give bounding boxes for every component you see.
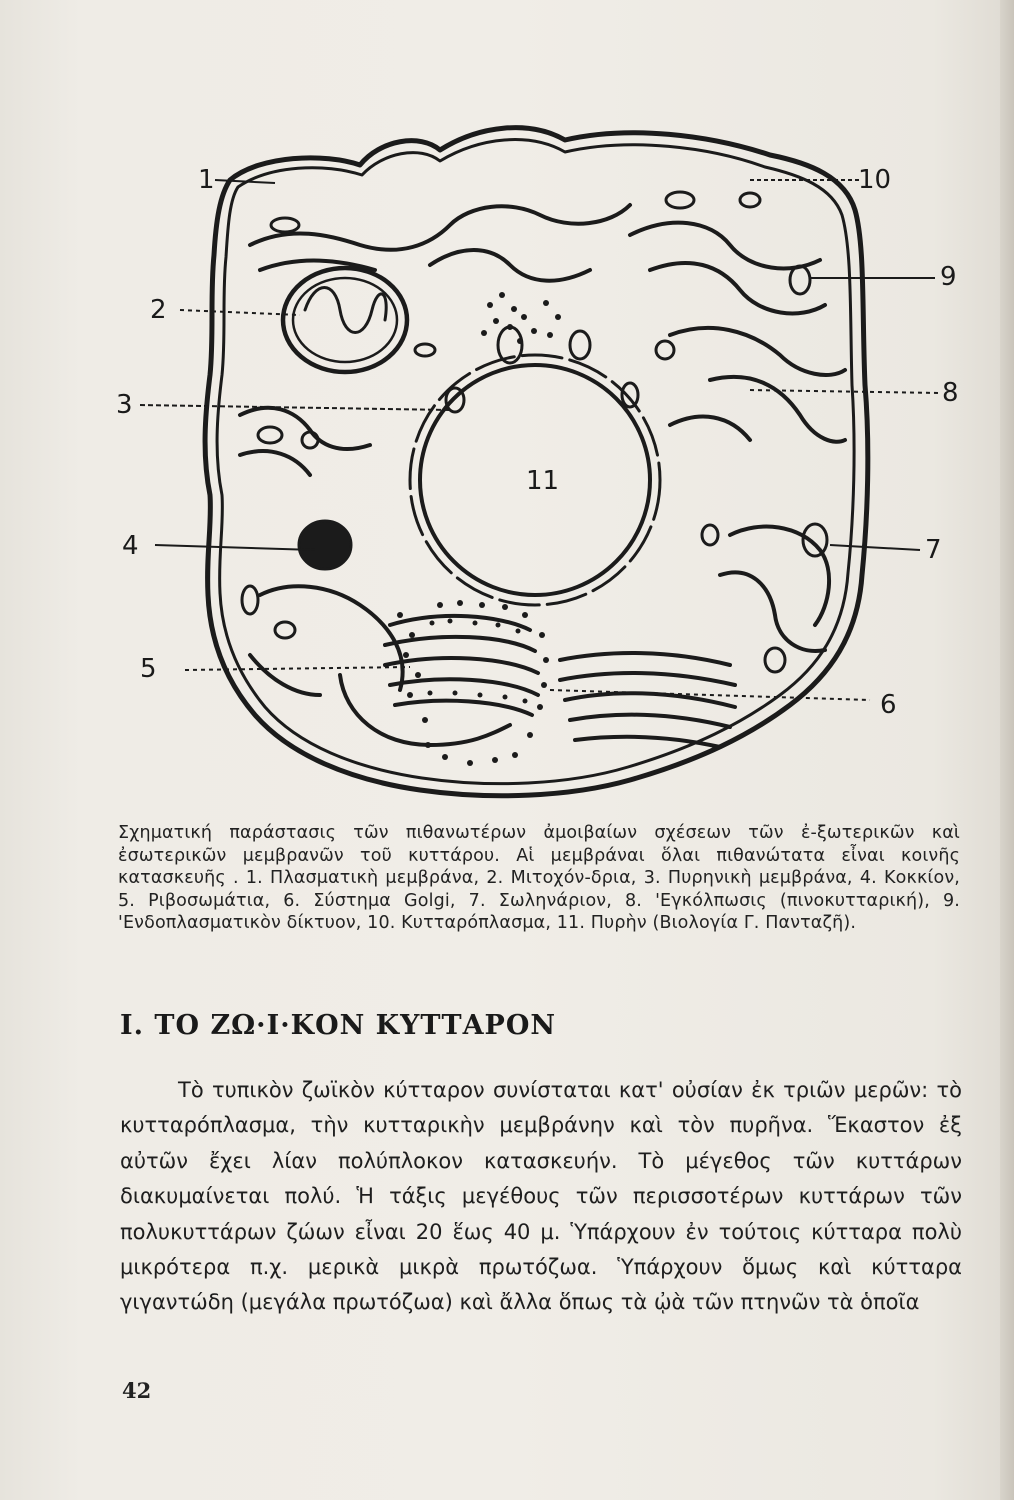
- label-11: 11: [526, 466, 560, 496]
- endoplasmic-reticulum: [250, 205, 630, 250]
- page-edge: [1000, 0, 1014, 1500]
- label-8: 8: [942, 378, 959, 408]
- mitochondrion: [283, 268, 407, 372]
- label-1: 1: [198, 165, 215, 195]
- section-heading: Ι. ΤΟ ΖΩ·Ι·ΚΟΝ ΚΥΤΤΑΡΟΝ: [120, 1010, 557, 1041]
- body-paragraph: [120, 1073, 962, 1321]
- label-7: 7: [925, 535, 942, 565]
- label-5: 5: [140, 654, 157, 684]
- figure-caption: Σχηματική παράστασις τῶν πιθανωτέρων ἀμοιβαίων σχέσεων τῶν ἐ-ξωτερικῶν καὶ ἐσωτερικῶν μεμβρανῶν τοῦ κυττάρου. Αἱ μεμβράναι ὅλαι πιθανώτατα εἶναι κοινῆς κατασκευῆς . 1. Πλασματικὴ μεμβράνα, 2. Μιτοχόν-δρια, 3. Πυρηνικὴ μεμβράνα, 4. Κοκκίον, 5. Ριβοσωμάτια, 6. Σύστημα Golgi, 7. Σωληνάριον, 8. 'Εγκόλπωσις (πινοκυτταρική), 9. 'Ενδοπλασματικὸν δίκτυον, 10. Κυτταρόπλασμα, 11. Πυρὴν (Βιολογία Γ. Πανταζῆ).: [118, 823, 960, 933]
- label-3: 3: [116, 390, 133, 420]
- cell-diagram: [110, 95, 970, 815]
- label-2: 2: [150, 295, 167, 325]
- cell-diagram-figure: [110, 95, 970, 815]
- golgi-apparatus: [560, 653, 735, 747]
- page-number: 42: [122, 1378, 152, 1403]
- label-6: 6: [880, 690, 897, 720]
- label-4: 4: [122, 531, 139, 561]
- label-10: 10: [858, 165, 892, 195]
- body-text: Τὸ τυπικὸν ζωϊκὸν κύτταρον συνίσταται κατ' οὐσίαν ἐκ τριῶν μερῶν: τὸ κυτταρόπλασμα, τὴν κυτταρικὴν μεμβράνην καὶ τὸν πυρῆνα. Ἕκαστον ἐξ αὐτῶν ἔχει λίαν πολύπλοκον κατασκευήν. Τὸ μέγεθος τῶν κυττάρων διακυμαίνεται πολύ. Ἡ τάξις μεγέθους τῶν περισσοτέρων κυττάρων τῶν πολυκυττάρων ζώων εἶναι 20 ἕως 40 μ. Ὑπάρχουν ἐν τούτοις κύτταρα πολὺ μικρότερα π.χ. μερικὰ μικρὰ πρωτόζωα. Ὑπάρχουν ὅμως καὶ κύτταρα γιγαντώδη (μεγάλα πρωτόζωα) καὶ ἄλλα ὅπως τὰ ᾠὰ τῶν πτηνῶν τὰ ὁποῖα: [120, 1078, 962, 1315]
- label-9: 9: [940, 262, 957, 292]
